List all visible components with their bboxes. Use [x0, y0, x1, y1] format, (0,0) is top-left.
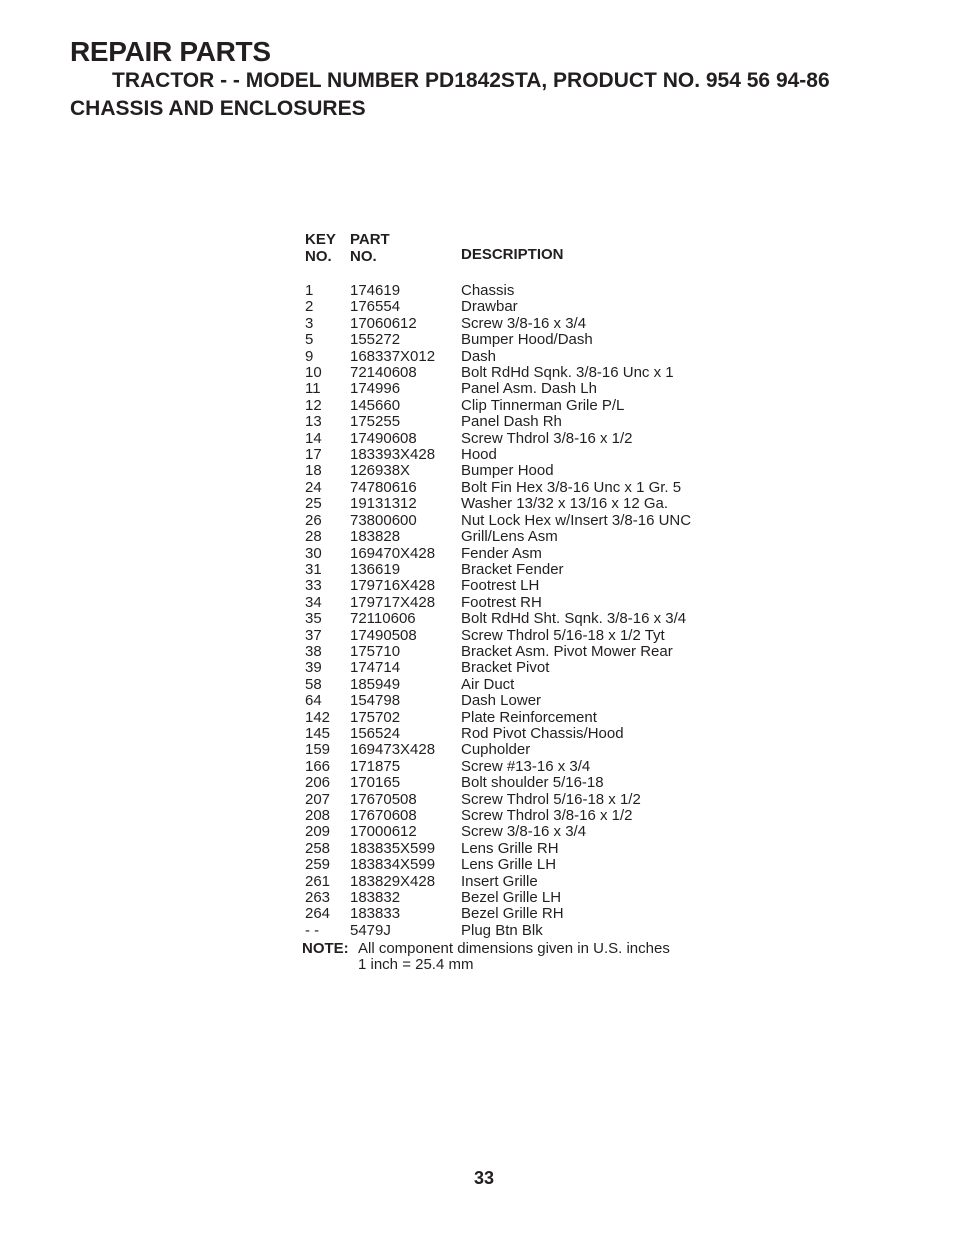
description-cell: Lens Grille RH [461, 839, 559, 857]
key-no-cell: 206 [305, 774, 331, 792]
table-row [305, 299, 721, 315]
key-no-cell: 11 [305, 380, 321, 398]
parts-table-body [305, 265, 721, 939]
part-no-cell: 174714 [350, 659, 401, 677]
description-cell: Lens Grille LH [461, 856, 557, 874]
part-no-cell: 174996 [350, 380, 401, 398]
description-cell: Bezel Grille LH [461, 889, 562, 907]
part-header-line1: PART [350, 231, 390, 248]
description-cell: Chassis [461, 282, 515, 299]
table-row [305, 480, 721, 496]
key-no-cell: 259 [305, 856, 331, 874]
key-no-cell: 145 [305, 724, 331, 742]
description-cell: Clip Tinnerman Grile P/L [461, 396, 625, 414]
description-cell: Bumper Hood [461, 462, 554, 480]
description-cell: Screw Thdrol 3/8-16 x 1/2 [461, 807, 633, 824]
dimensions-note [302, 941, 670, 973]
table-row [305, 742, 721, 758]
part-no-cell: 175255 [350, 413, 401, 431]
description-cell: Bolt RdHd Sht. Sqnk. 3/8-16 x 3/4 [461, 610, 687, 628]
table-row [305, 414, 721, 430]
part-no-cell: 145660 [350, 396, 401, 414]
table-row [305, 660, 721, 676]
key-no-cell: 13 [305, 413, 322, 431]
key-no-cell: 10 [305, 364, 322, 382]
key-no-cell: 261 [305, 872, 331, 890]
part-no-cell: 183834X599 [350, 856, 436, 874]
table-row [305, 693, 721, 709]
part-no-cell: 155272 [350, 331, 401, 349]
page-number: 33 [473, 1168, 495, 1188]
description-cell: Drawbar [461, 298, 518, 316]
key-no-cell: 2 [305, 298, 314, 316]
description-cell: Screw Thdrol 5/16-18 x 1/2 Tyt [461, 626, 665, 644]
description-cell: Footrest RH [461, 593, 542, 611]
note-line1: All component dimensions given in U.S. inches [358, 940, 670, 957]
part-no-cell: 185949 [350, 675, 401, 693]
part-no-cell: 179716X428 [350, 577, 436, 595]
part-no-cell: 175710 [350, 642, 401, 660]
part-no-cell: 73800600 [350, 511, 417, 529]
key-header-line2: NO. [305, 248, 332, 265]
description-cell: Bolt Fin Hex 3/8-16 Unc x 1 Gr. 5 [461, 478, 682, 496]
description-cell: Air Duct [461, 675, 515, 693]
table-row [305, 677, 721, 693]
key-no-cell: 258 [305, 839, 331, 857]
description-cell: Screw 3/8-16 x 3/4 [461, 314, 587, 332]
key-no-cell: 14 [305, 429, 322, 447]
parts-table-header [305, 225, 721, 265]
key-no-cell: 34 [305, 593, 322, 611]
key-no-cell: 26 [305, 511, 322, 529]
key-header-line1: KEY [305, 231, 336, 248]
description-cell: Bumper Hood/Dash [461, 331, 593, 349]
part-no-cell: 169473X428 [350, 741, 436, 759]
part-no-cell: 183828 [350, 528, 401, 546]
key-no-cell: 31 [305, 560, 322, 578]
part-no-cell: 183835X599 [350, 839, 436, 857]
key-no-cell: 35 [305, 610, 322, 628]
section-title: CHASSIS AND ENCLOSURES [70, 97, 366, 120]
description-cell: Bracket Asm. Pivot Mower Rear [461, 642, 673, 660]
key-no-cell: 1 [305, 282, 314, 299]
key-no-cell: 3 [305, 314, 314, 332]
page-title: REPAIR PARTS [70, 36, 271, 67]
key-no-cell: 58 [305, 675, 322, 693]
part-no-cell: 17490608 [350, 429, 417, 447]
description-cell: Dash Lower [461, 692, 542, 710]
table-row [305, 365, 721, 381]
key-no-cell: 25 [305, 495, 322, 513]
part-no-cell: 183393X428 [350, 446, 436, 464]
table-row [305, 546, 721, 562]
description-cell: Fender Asm [461, 544, 542, 562]
key-no-cell: 12 [305, 396, 322, 414]
key-no-cell: 142 [305, 708, 331, 726]
key-no-cell: 24 [305, 478, 322, 496]
part-no-cell: 170165 [350, 774, 401, 792]
model-subtitle: TRACTOR - - MODEL NUMBER PD1842STA, PRODUCT NO. 954 56 94-86 [112, 69, 830, 92]
key-no-cell: 209 [305, 823, 331, 841]
table-row [305, 381, 721, 397]
description-cell: Plug Btn Blk [461, 921, 543, 939]
key-no-cell: 263 [305, 889, 331, 907]
key-no-cell: 28 [305, 528, 322, 546]
part-no-cell: 175702 [350, 708, 401, 726]
table-row [305, 316, 721, 332]
table-row [305, 431, 721, 447]
part-no-cell: 19131312 [350, 495, 417, 513]
part-no-cell: 74780616 [350, 478, 417, 496]
note-text [358, 941, 670, 973]
part-no-cell: 5479J [350, 921, 391, 939]
part-no-cell: 154798 [350, 692, 401, 710]
table-row [305, 628, 721, 644]
part-no-cell: 17670608 [350, 807, 417, 824]
part-no-cell: 183833 [350, 905, 401, 923]
part-no-cell: 72110606 [350, 610, 416, 628]
description-cell: Rod Pivot Chassis/Hood [461, 724, 624, 742]
table-row [305, 595, 721, 611]
description-cell: Plate Reinforcement [461, 708, 597, 726]
table-row [305, 529, 721, 545]
key-no-cell: 159 [305, 741, 331, 759]
description-cell: Insert Grille [461, 872, 538, 890]
description-cell: Screw #13-16 x 3/4 [461, 757, 591, 775]
table-row [305, 496, 721, 512]
description-header [461, 225, 721, 265]
table-row [305, 332, 721, 348]
part-no-cell: 183832 [350, 889, 401, 907]
note-label: NOTE: [302, 940, 349, 957]
key-no-cell: 64 [305, 692, 322, 710]
table-row [305, 759, 721, 775]
table-row [305, 824, 721, 840]
table-row [305, 710, 721, 726]
table-row [305, 265, 721, 299]
description-cell: Washer 13/32 x 13/16 x 12 Ga. [461, 495, 669, 513]
table-row [305, 857, 721, 873]
key-no-cell: - - [305, 921, 320, 939]
parts-table [305, 225, 721, 939]
description-cell: Bezel Grille RH [461, 905, 564, 923]
description-cell: Panel Dash Rh [461, 413, 562, 431]
part-no-cell: 126938X [350, 462, 411, 480]
key-no-cell: 166 [305, 757, 331, 775]
key-no-cell: 208 [305, 807, 331, 824]
table-row [305, 874, 721, 890]
table-row [305, 463, 721, 479]
part-no-cell: 17490508 [350, 626, 417, 644]
part-no-cell: 171875 [350, 757, 401, 775]
key-no-cell: 17 [305, 446, 322, 464]
part-no-cell: 183829X428 [350, 872, 436, 890]
key-no-cell: 5 [305, 331, 314, 349]
description-header-text: DESCRIPTION [461, 246, 564, 263]
description-cell: Bracket Pivot [461, 659, 550, 677]
key-no-cell: 9 [305, 347, 314, 365]
key-no-cell: 30 [305, 544, 322, 562]
part-no-cell: 168337X012 [350, 347, 436, 365]
table-row [305, 841, 721, 857]
table-row [305, 349, 721, 365]
description-cell: Screw 3/8-16 x 3/4 [461, 823, 587, 841]
part-no-header [350, 225, 461, 265]
description-cell: Dash [461, 347, 497, 365]
key-no-cell: 207 [305, 790, 331, 808]
description-cell: Screw Thdrol 5/16-18 x 1/2 [461, 790, 641, 808]
description-cell: Grill/Lens Asm [461, 528, 558, 546]
key-no-cell: 37 [305, 626, 322, 644]
key-no-cell: 38 [305, 642, 322, 660]
part-no-cell: 17000612 [350, 823, 417, 841]
table-row [305, 611, 721, 627]
part-header-line2: NO. [350, 248, 377, 265]
part-no-cell: 17670508 [350, 790, 417, 808]
table-row [305, 792, 721, 808]
table-row [305, 890, 721, 906]
key-no-cell: 33 [305, 577, 322, 595]
table-row [305, 775, 721, 791]
table-row [305, 808, 721, 824]
note-line2: 1 inch = 25.4 mm [358, 956, 474, 973]
key-no-header [305, 225, 350, 265]
header-row [305, 225, 721, 265]
table-row [305, 578, 721, 594]
key-no-cell: 39 [305, 659, 322, 677]
table-row [305, 923, 721, 939]
description-cell: Footrest LH [461, 577, 540, 595]
table-row [305, 906, 721, 922]
part-no-cell: 156524 [350, 724, 401, 742]
table-row [305, 726, 721, 742]
table-row [305, 398, 721, 414]
description-cell: Bracket Fender [461, 560, 564, 578]
part-no-cell: 169470X428 [350, 544, 436, 562]
part-no-cell: 136619 [350, 560, 401, 578]
description-cell: Panel Asm. Dash Lh [461, 380, 597, 398]
description-cell: Bolt RdHd Sqnk. 3/8-16 Unc x 1 [461, 364, 674, 382]
part-no-cell: 72140608 [350, 364, 417, 382]
table-row [305, 644, 721, 660]
table-row [305, 513, 721, 529]
description-cell: Bolt shoulder 5/16-18 [461, 774, 604, 792]
part-no-cell: 174619 [350, 282, 401, 299]
key-no-cell: 18 [305, 462, 322, 480]
key-no-cell: 264 [305, 905, 331, 923]
description-cell: Hood [461, 446, 497, 464]
description-cell: Screw Thdrol 3/8-16 x 1/2 [461, 429, 633, 447]
table-row [305, 562, 721, 578]
table-row [305, 447, 721, 463]
part-no-cell: 17060612 [350, 314, 417, 332]
description-cell: Nut Lock Hex w/Insert 3/8-16 UNC [461, 511, 692, 529]
part-no-cell: 176554 [350, 298, 401, 316]
part-no-cell: 179717X428 [350, 593, 436, 611]
description-cell: Cupholder [461, 741, 531, 759]
